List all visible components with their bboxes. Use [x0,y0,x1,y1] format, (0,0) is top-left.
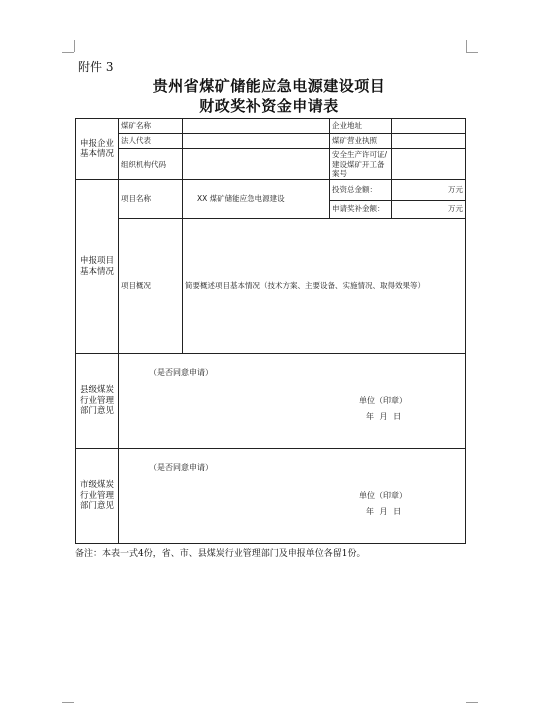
mining-license-field[interactable] [392,134,466,149]
annex-label: 附件 3 [78,60,114,74]
county-unit-stamp: 单位（印章） [359,395,407,405]
section-applicant-label: 申报企业基本情况 [76,119,119,180]
project-name-value[interactable]: XX 煤矿储能应急电源建设 [183,180,330,218]
safety-permit-field[interactable] [392,149,466,180]
org-code-field[interactable] [183,149,330,180]
mine-name-field[interactable] [183,119,330,134]
requested-amount-unit: 万元 [392,200,466,218]
crop-mark-top-right-v [466,40,467,52]
company-address-field[interactable] [392,119,466,134]
crop-mark-top-left-v [74,40,75,52]
crop-mark-top-right-h [466,52,478,53]
section-city-label: 市级煤炭行业管理部门意见 [76,449,119,544]
county-opinion-cell[interactable] [119,353,466,449]
org-code-label: 组织机构代码 [119,149,183,180]
total-investment-unit: 万元 [392,180,466,200]
safety-permit-label: 安全生产许可证/建设煤矿开工备案号 [330,149,392,180]
county-opinion-question: （是否同意申请） [149,367,213,377]
overview-label: 项目概况 [119,218,183,353]
county-date: 年 月 日 [366,411,402,421]
crop-mark-bottom-left-h [62,702,74,703]
company-address-label: 企业地址 [330,119,392,134]
city-unit-stamp: 单位（印章） [359,491,407,501]
requested-amount-label: 申请奖补金额： [330,200,392,218]
crop-mark-top-left-h [62,52,74,53]
document-title-line-2: 财政奖补资金申请表 [199,97,339,115]
crop-mark-bottom-right-h [466,702,478,703]
city-opinion-question: （是否同意申请） [149,463,213,473]
mining-license-label: 煤矿营业执照 [330,134,392,149]
section-project-label: 申报项目基本情况 [76,180,119,353]
section-county-label: 县级煤炭行业管理部门意见 [76,353,119,449]
legal-rep-label: 法人代表 [119,134,183,149]
mine-name-label: 煤矿名称 [119,119,183,134]
total-investment-label: 投资总金额： [330,180,392,200]
legal-rep-field[interactable] [183,134,330,149]
footnote: 备注：本表一式4份，省、市、县煤炭行业管理部门及申报单位各留1份。 [75,549,366,559]
city-date: 年 月 日 [366,507,402,517]
document-title-line-1: 贵州省煤矿储能应急电源建设项目 [152,77,386,95]
application-form-table [75,118,466,544]
overview-text[interactable]: 简要概述项目基本情况（技术方案、主要设备、实施情况、取得效果等） [183,218,466,353]
city-opinion-cell[interactable] [119,449,466,544]
project-name-label: 项目名称 [119,180,183,218]
